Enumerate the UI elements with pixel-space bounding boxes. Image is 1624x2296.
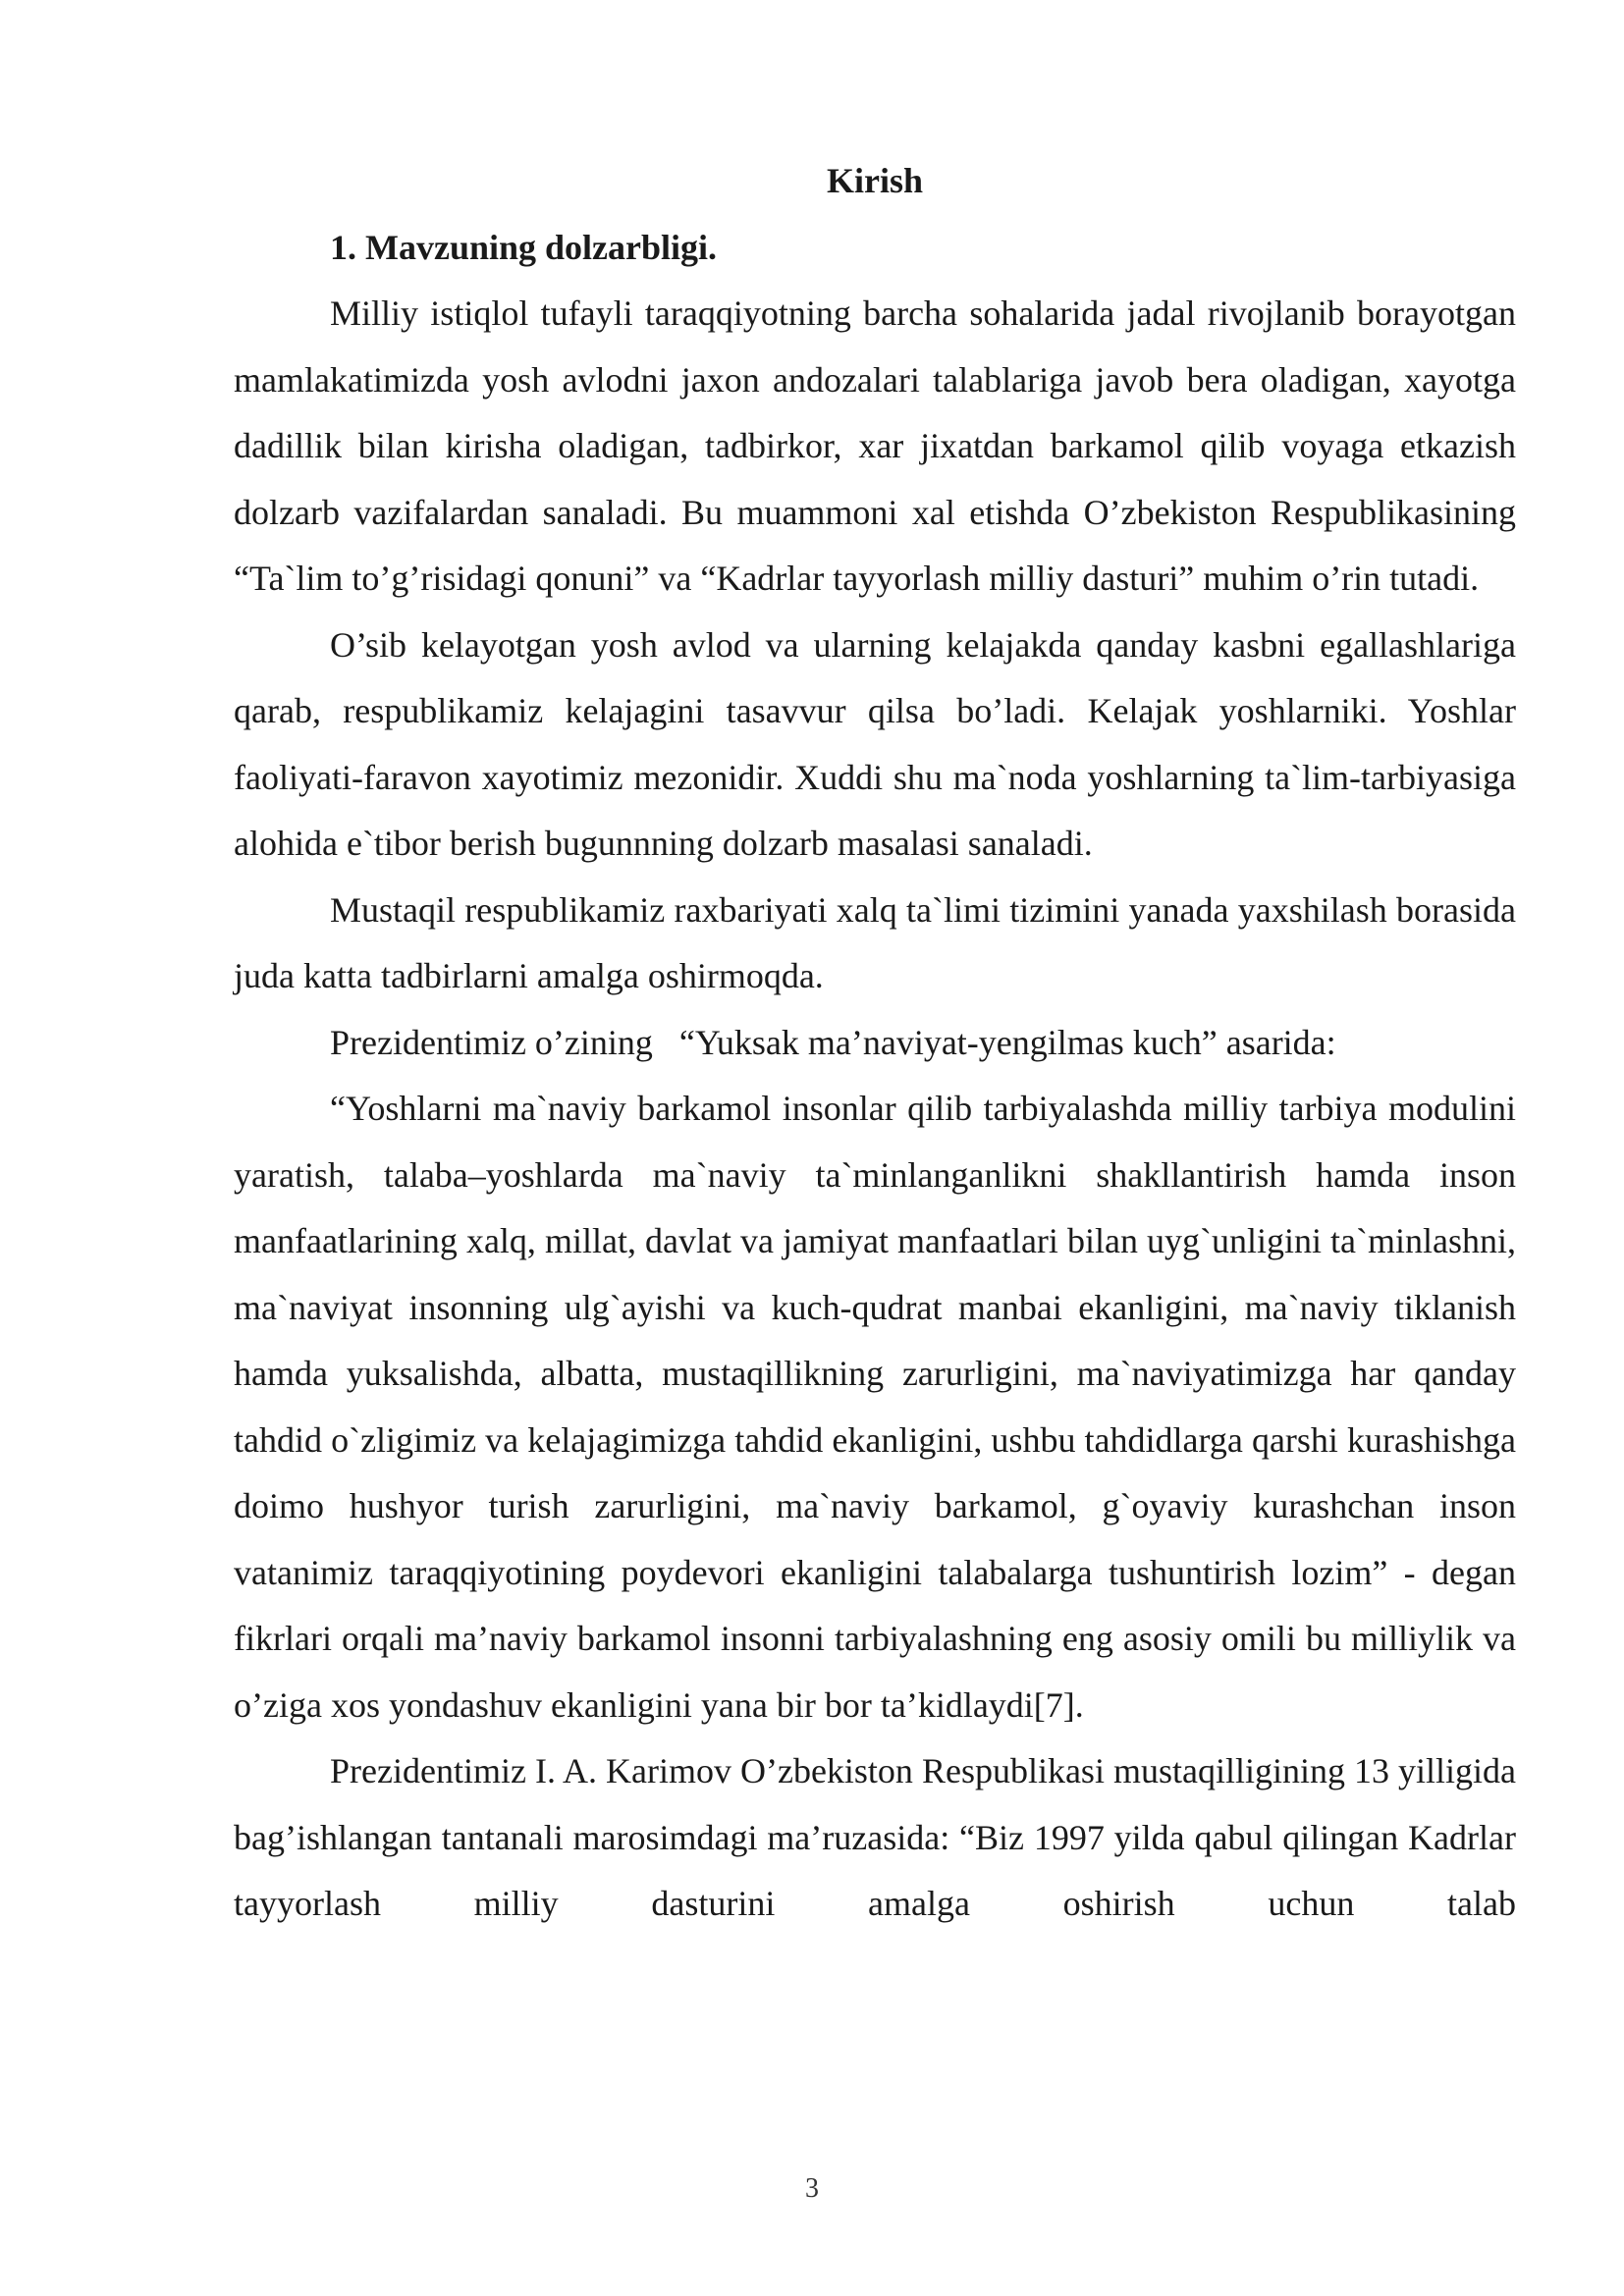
paragraph-1: Milliy istiqlol tufayli taraqqiyotning barcha sohalarida jadal rivojlanib borayotgan mamlakatimizda yosh avlodni jaxon andozalari talablariga javob bera oladigan, xayotga dadillik bilan kirisha oladigan, tadbirkor, xar jixatdan barkamol qilib voyaga etkazish dolzarb vazifalardan sanaladi. Bu muammoni xal etishda O’zbekiston Respublikasining “Ta`lim to’g’risidagi qonuni” va “Kadrlar tayyorlash milliy dasturi” muhim o’rin tutadi.	[234, 294, 1516, 598]
document-page	[234, 147, 1516, 1938]
page-number: 3	[805, 2173, 819, 2204]
paragraph-5-quote: “Yoshlarni ma`naviy barkamol insonlar qilib tarbiyalashda milliy tarbiya modulini yaratish, talaba–yoshlarda ma`naviy ta`minlanganlikni shakllantirish hamda inson manfaatlarining xalq, millat, davlat va jamiyat manfaatlari bilan uyg`unligini ta`minlashni, ma`naviyat insonning ulg`ayishi va kuch-qudrat manbai ekanligini, ma`naviy tiklanish hamda yuksalishda, albatta, mustaqillikning zarurligini, ma`naviyatimizga har qanday tahdid o`zligimiz va kelajagimizga tahdid ekanligini, ushbu tahdidlarga qarshi kurashishga doimo hushyor turish zarurligini, ma`naviy barkamol, g`oyaviy kurashchan inson vatanimiz taraqqiyotining poydevori ekanligini talabalarga tushuntirish lozim” - degan fikrlari orqali ma’naviy barkamol insonni tarbiyalashning eng asosiy omili bu milliylik va o’ziga xos yondashuv ekanligini yana bir bor ta’kidlaydi[7].	[234, 1089, 1516, 1725]
paragraph-6: Prezidentimiz I. A. Karimov O’zbekiston Respublikasi mustaqilligining 13 yilligida bag’ishlangan tantanali marosimdagi ma’ruzasida: “Biz 1997 yilda qabul qilingan Kadrlar tayyorlash milliy dasturini amalga oshirish uchun talab	[234, 1751, 1516, 1923]
paragraph-2: O’sib kelayotgan yosh avlod va ularning kelajakda qanday kasbni egallashlariga qarab, respublikamiz kelajagini tasavvur qilsa bo’ladi. Kelajak yoshlarniki. Yoshlar faoliyati-faravon xayotimiz mezonidir. Xuddi shu ma`noda yoshlarning ta`lim-tarbiyasiga alohida e`tibor berish bugunnning dolzarb masalasi sanaladi.	[234, 624, 1516, 863]
section-heading: 1. Mavzuning dolzarbligi.	[330, 228, 718, 267]
paragraph-4: Prezidentimiz o’zining “Yuksak ma’naviyat-yengilmas kuch” asarida:	[330, 1022, 1336, 1062]
paragraph-3: Mustaqil respublikamiz raxbariyati xalq ta`limi tizimini yanada yaxshilash borasida juda katta tadbirlarni amalga oshirmoqda.	[234, 889, 1516, 995]
document-title: Kirish	[826, 161, 923, 200]
